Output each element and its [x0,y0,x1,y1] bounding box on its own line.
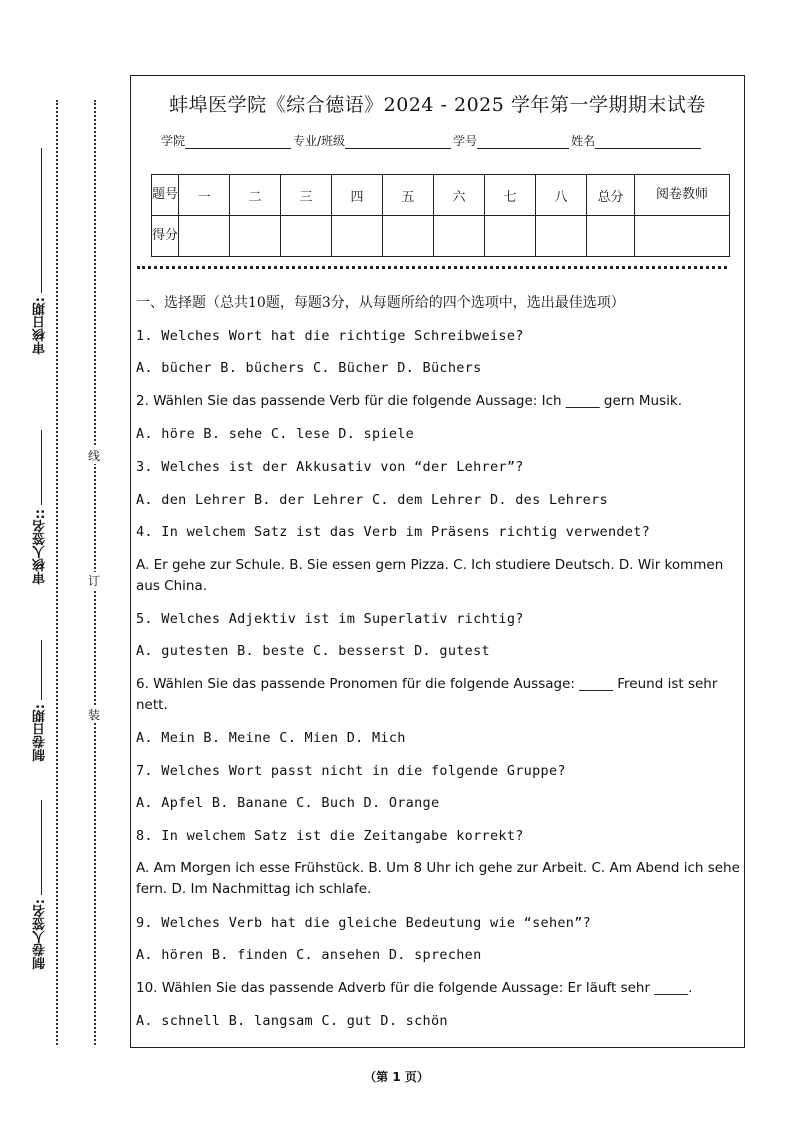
score-table-row1-label: 题号 [152,175,179,216]
answer-options-7: A. Apfel B. Banane C. Buch D. Orange [136,795,440,811]
score-table-header-row [152,175,730,216]
answer-options-5: A. gutesten B. beste C. besserst D. gutest [136,643,490,659]
question-10: 10. Wählen Sie das passende Adverb für die folgende Aussage: Er läuft sehr _____. [136,980,693,996]
answer-options-4: A. Er gehe zur Schule. B. Sie essen gern Pizza. C. Ich studiere Deutsch. D. Wir kommen aus China. [136,557,724,594]
answer-options-2: A. höre B. sehe C. lese D. spiele [136,426,415,442]
score-col-2: 二 [230,175,281,216]
score-cell-5[interactable] [383,216,434,257]
score-cell-2[interactable] [230,216,281,257]
score-cell-6[interactable] [434,216,485,257]
maker-sign-label [29,800,53,973]
college-field[interactable] [185,136,291,149]
score-cell-total[interactable] [587,216,635,257]
question-1: 1. Welches Wort hat die richtige Schreibweise? [136,328,524,344]
score-table-score-row [152,216,730,257]
exam-title: 蚌埠医学院《综合德语》2024 - 2025 学年第一学期期末试卷 [169,94,706,116]
exam-frame [130,75,745,1048]
answer-options-10: A. schnell B. langsam C. gut D. schön [136,1013,448,1029]
score-col-teacher: 阅卷教师 [635,175,730,216]
score-col-4: 四 [332,175,383,216]
name-label: 姓名 [571,134,596,148]
student-id-label: 学号 [453,134,478,148]
score-col-6: 六 [434,175,485,216]
answer-options-8: A. Am Morgen ich esse Frühstück. B. Um 8 Uhr ich gehe zur Arbeit. C. Am Abend ich sehe fern. D. Im Nachmittag ich schlafe. [136,860,740,897]
cut-line-word-bind: 订 [87,574,100,588]
score-table-row2-label: 得分 [152,216,179,257]
score-col-8: 八 [536,175,587,216]
college-label: 学院 [161,134,186,148]
score-col-3: 三 [281,175,332,216]
score-cell-7[interactable] [485,216,536,257]
score-cell-8[interactable] [536,216,587,257]
student-id-field[interactable] [477,136,569,149]
answer-options-9: A. hören B. finden C. ansehen D. sprechen [136,947,482,963]
make-date-label [29,640,53,765]
binding-dotted-line-left [56,100,58,1045]
answer-options-1: A. bücher B. büchers C. Bücher D. Büchers [136,360,482,376]
section-heading: 一、选择题（总共10题，每题3分，从每题所给的四个选项中，选出最佳选项） [136,295,625,311]
score-col-total: 总分 [587,175,635,216]
question-9: 9. Welches Verb hat die gleiche Bedeutung wie “sehen”? [136,915,592,931]
score-cell-4[interactable] [332,216,383,257]
name-field[interactable] [595,136,701,149]
question-4: 4. In welchem Satz ist das Verb im Präsens richtig verwendet? [136,524,651,540]
maker-sign-text: 制卷人签名: [33,899,48,970]
score-cell-1[interactable] [179,216,230,257]
major-label: 专业/班级 [293,134,346,148]
make-date-text: 制卷日期: [33,704,48,762]
score-cell-3[interactable] [281,216,332,257]
page-number: （第 1 页） [364,1070,429,1084]
score-col-7: 七 [485,175,536,216]
header-divider-dots [137,266,727,269]
question-7: 7. Welches Wort passt nicht in die folgende Gruppe? [136,763,566,779]
review-date-text: 审核日期: [33,297,48,355]
major-field[interactable] [345,136,451,149]
question-2: 2. Wählen Sie das passende Verb für die folgende Aussage: Ich _____ gern Musik. [136,393,683,409]
question-5: 5. Welches Adjektiv ist im Superlativ richtig? [136,611,524,627]
question-3: 3. Welches ist der Akkusativ von “der Lehrer”? [136,459,524,475]
score-cell-teacher[interactable] [635,216,730,257]
score-col-1: 一 [179,175,230,216]
student-info-line [161,132,703,149]
question-8: 8. In welchem Satz ist die Zeitangabe korrekt? [136,828,524,844]
cut-line-word-mount: 装 [87,708,100,722]
cut-line-word-line: 线 [87,449,100,463]
score-col-5: 五 [383,175,434,216]
answer-options-6: A. Mein B. Meine C. Mien D. Mich [136,730,406,746]
reviewer-sign-text: 审核人签名:: [33,509,48,585]
reviewer-sign-label [29,430,53,588]
review-date-label [29,148,53,358]
answer-options-3: A. den Lehrer B. der Lehrer C. dem Lehrer D. des Lehrers [136,492,608,508]
question-6: 6. Wählen Sie das passende Pronomen für die folgende Aussage: _____ Freund ist sehr nett. [136,676,718,713]
score-table [151,174,730,257]
